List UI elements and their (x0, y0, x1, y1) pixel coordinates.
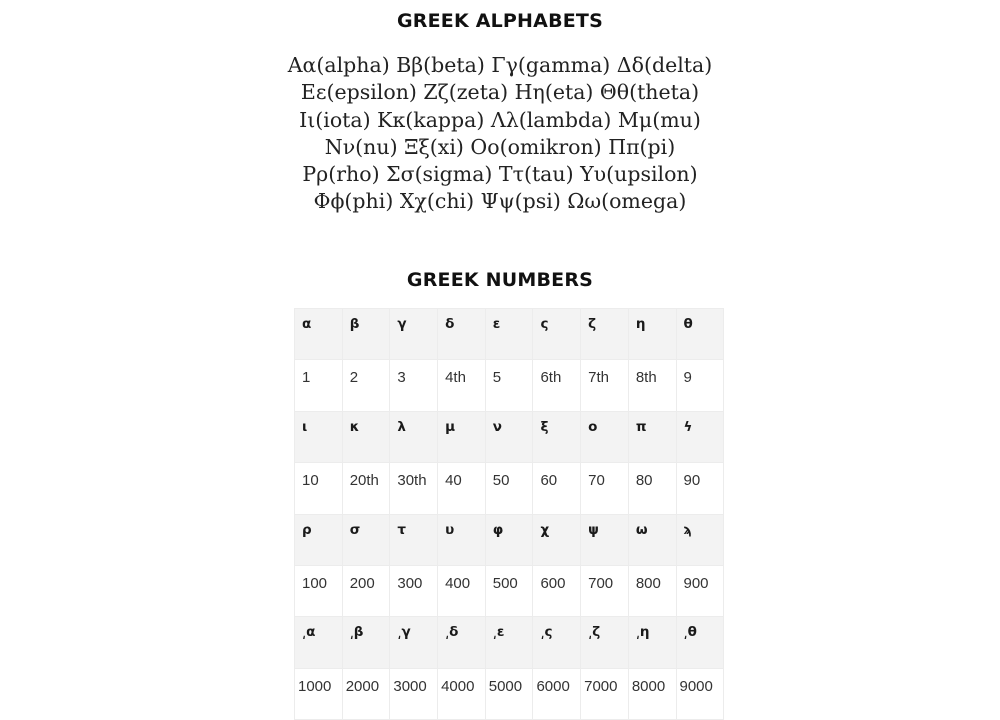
numeral-value-cell: 3000 (390, 668, 438, 719)
numeral-letter-cell: ͵η (628, 617, 676, 668)
numeral-letter-cell: γ (390, 309, 438, 360)
numeral-value-cell: 50 (485, 463, 533, 514)
numeral-value-cell: 40 (438, 463, 486, 514)
numeral-value-cell: 900 (676, 565, 724, 616)
greek-numbers-title: GREEK NUMBERS (406, 269, 594, 291)
numeral-letter-cell: ͵ζ (581, 617, 629, 668)
numeral-letter-cell: ͵β (342, 617, 390, 668)
numeral-letter-cell: ͵α (295, 617, 343, 668)
numeral-letter-cell: ο (581, 411, 629, 462)
numeral-value-cell: 800 (628, 565, 676, 616)
numeral-letter-cell: ω (628, 514, 676, 565)
numeral-value-cell: 7000 (581, 668, 629, 719)
numeral-letter-cell: ε (485, 309, 533, 360)
numeral-value-cell: 3 (390, 360, 438, 411)
numeral-letter-cell: χ (533, 514, 581, 565)
numeral-letter-cell: ͵δ (438, 617, 486, 668)
numeral-value-cell: 100 (295, 565, 343, 616)
numeral-value-cell: 60 (533, 463, 581, 514)
numeral-value-cell: 9 (676, 360, 724, 411)
numeral-value-cell: 7th (581, 360, 629, 411)
numeral-letter-cell: ς (533, 309, 581, 360)
numeral-value-cell: 2 (342, 360, 390, 411)
value-row (295, 360, 724, 411)
numeral-value-cell: 70 (581, 463, 629, 514)
numeral-letter-cell: ζ (581, 309, 629, 360)
numeral-letter-cell: σ (342, 514, 390, 565)
numeral-letter-cell: ρ (295, 514, 343, 565)
alphabet-line: Aα(alpha) Bβ(beta) Γγ(gamma) Δδ(delta) (287, 53, 713, 77)
numeral-value-cell: 6000 (533, 668, 581, 719)
numeral-value-cell: 600 (533, 565, 581, 616)
alphabet-list (0, 52, 1000, 216)
numeral-value-cell: 2000 (342, 668, 390, 719)
numeral-letter-cell: ϟ (676, 411, 724, 462)
numeral-letter-cell: λ (390, 411, 438, 462)
numeral-value-cell: 30th (390, 463, 438, 514)
letter-row (295, 309, 724, 360)
numeral-value-cell: 10 (295, 463, 343, 514)
numeral-letter-cell: ψ (581, 514, 629, 565)
alphabet-line: Iι(iota) Kκ(kappa) Λλ(lambda) Mμ(mu) (299, 107, 701, 132)
numeral-letter-cell: κ (342, 411, 390, 462)
numeral-value-cell: 6th (533, 360, 581, 411)
numeral-value-cell: 200 (342, 565, 390, 616)
numeral-value-cell: 8000 (628, 668, 676, 719)
numeral-letter-cell: ϡ (676, 514, 724, 565)
numeral-value-cell: 300 (390, 565, 438, 616)
alphabet-line: Nν(nu) Ξξ(xi) Oo(omikron) Ππ(pi) (324, 134, 676, 159)
numeral-letter-cell: ͵γ (390, 617, 438, 668)
numeral-value-cell: 700 (581, 565, 629, 616)
numeral-value-cell: 1000 (295, 668, 343, 719)
numeral-value-cell: 400 (438, 565, 486, 616)
letter-row (295, 411, 724, 462)
numeral-letter-cell: η (628, 309, 676, 360)
numeral-letter-cell: ξ (533, 411, 581, 462)
numeral-letter-cell: β (342, 309, 390, 360)
numeral-letter-cell: ι (295, 411, 343, 462)
numeral-value-cell: 1 (295, 360, 343, 411)
numeral-value-cell: 500 (485, 565, 533, 616)
value-row (295, 565, 724, 616)
alphabet-line: Eε(epsilon) Zζ(zeta) Hη(eta) Θθ(theta) (300, 80, 700, 105)
numeral-value-cell: 90 (676, 463, 724, 514)
numeral-value-cell: 8th (628, 360, 676, 411)
greek-alphabets-title: GREEK ALPHABETS (397, 10, 603, 32)
alphabet-line: Pρ(rho) Σσ(sigma) Tτ(tau) Yυ(upsilon) (302, 162, 698, 187)
numeral-value-cell: 4000 (438, 668, 486, 719)
numeral-letter-cell: ͵ε (485, 617, 533, 668)
numeral-letter-cell: φ (485, 514, 533, 565)
numeral-letter-cell: π (628, 411, 676, 462)
numeral-letter-cell: υ (438, 514, 486, 565)
numeral-value-cell: 4th (438, 360, 486, 411)
numeral-value-cell: 9000 (676, 668, 724, 719)
numeral-value-cell: 5 (485, 360, 533, 411)
numeral-letter-cell: θ (676, 309, 724, 360)
letter-row (295, 617, 724, 668)
numeral-letter-cell: ͵θ (676, 617, 724, 668)
numeral-letter-cell: μ (438, 411, 486, 462)
numeral-letter-cell: δ (438, 309, 486, 360)
numeral-value-cell: 80 (628, 463, 676, 514)
letter-row (295, 514, 724, 565)
greek-numbers-table (294, 308, 724, 720)
numeral-letter-cell: ν (485, 411, 533, 462)
alphabet-line: Φϕ(phi) Xχ(chi) Ψψ(psi) Ωω(omega) (313, 189, 687, 214)
numeral-letter-cell: ͵ς (533, 617, 581, 668)
numeral-value-cell: 5000 (485, 668, 533, 719)
numeral-letter-cell: α (295, 309, 343, 360)
value-row (295, 668, 724, 719)
numeral-letter-cell: τ (390, 514, 438, 565)
numeral-value-cell: 20th (342, 463, 390, 514)
value-row (295, 463, 724, 514)
